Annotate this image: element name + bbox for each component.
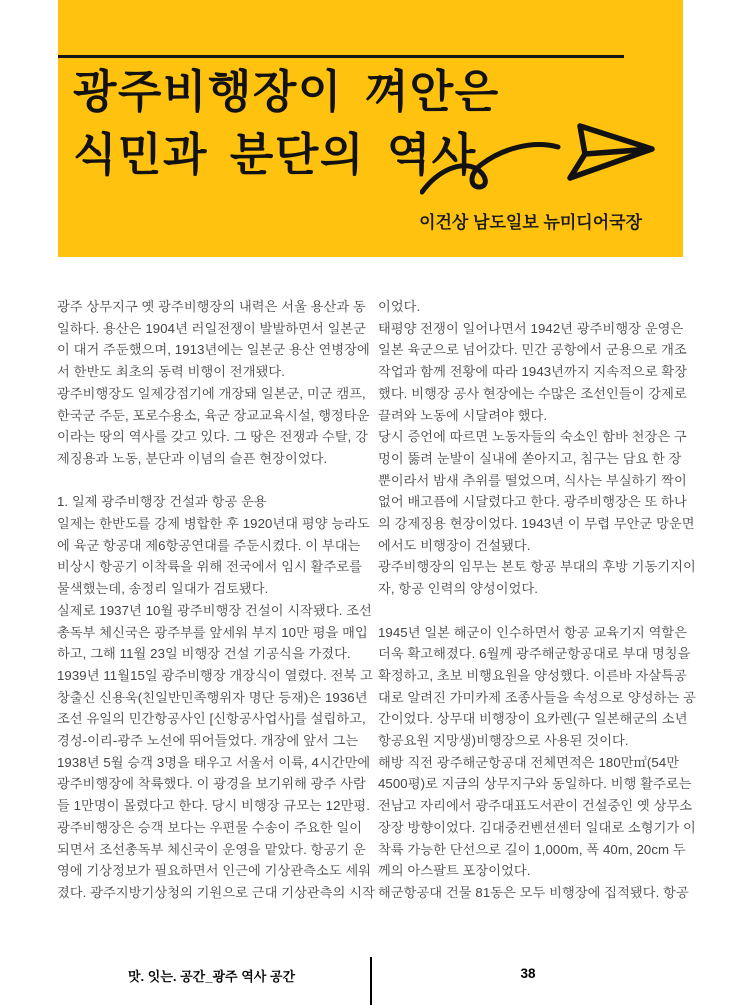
text-line: 1945년 일본 해군이 인수하면서 항공 교육기지 역할은	[378, 624, 688, 640]
text-line: 비상시 항공기 이착륙을 위해 전국에서 임시 활주로를	[57, 559, 363, 575]
text-line: 조선 유일의 민간항공사인 [신항공사업사]를 설립하고,	[57, 711, 366, 727]
text-line: 해방 직전 광주해군항공대 전체면적은 180만㎡(54만	[378, 754, 680, 770]
text-line: 해군항공대 건물 81동은 모두 비행장에 집적됐다. 항공	[378, 884, 689, 900]
text-line: 4500평)로 지금의 상무지구와 동일하다. 비행 활주로는	[378, 776, 692, 792]
text-line: 일본 육군으로 넘어갔다. 민간 공항에서 군용으로 개조	[378, 342, 687, 358]
text-line: 광주비행장의 임무는 본토 항공 부대의 후방 기동기지이	[378, 559, 696, 575]
paper-plane-icon	[570, 126, 652, 178]
text-line: 하고, 그해 11월 23일 비행장 건설 기공식을 가졌다.	[57, 646, 351, 662]
text-line: 에 육군 항공대 제6항공연대를 주둔시켰다. 이 부대는	[57, 537, 361, 553]
article-header	[58, 0, 683, 257]
text-line: 들 1만명이 몰렸다고 한다. 당시 비행장 규모는 12만평.	[57, 798, 370, 814]
text-line: 장장 방향이었다. 김대중컨벤션센터 일대로 소형기가 이	[378, 819, 696, 835]
text-line: 자, 항공 인력의 양성이었다.	[378, 581, 539, 597]
text-line: 이라는 땅의 역사를 갖고 있다. 그 땅은 전쟁과 수탈, 강	[57, 429, 369, 445]
text-line: 광주비행장은 승객 보다는 우편물 수송이 주요한 일이	[57, 819, 363, 835]
text-line: 태평양 전쟁이 일어나면서 1942년 광주비행장 운영은	[378, 320, 684, 336]
text-line: 대로 알려진 가미카제 조종사들을 속성으로 양성하는 공	[378, 689, 696, 705]
text-line: 되면서 조선총독부 체신국이 운영을 맡았다. 항공기 운	[57, 841, 366, 857]
text-line: 더욱 확고해졌다. 6월께 광주해군항공대로 부대 명칭을	[378, 646, 691, 662]
text-line: 1938년 5월 승객 3명을 태우고 서울서 이륙, 4시간만에	[57, 754, 371, 770]
text-line: 한국군 주둔, 포로수용소, 육군 장교교육시설, 행정타운	[57, 407, 370, 423]
article-title-line2: 식민과 분단의 역사	[73, 129, 477, 180]
text-line: 전남고 자리에서 광주대표도서관이 건설중인 옛 상무소	[378, 798, 693, 814]
text-line: 졌다. 광주지방기상청의 기원으로 근대 기상관측의 시작	[57, 884, 375, 900]
text-line: 창출신 신용욱(친일반민족행위자 명단 등재)은 1936년	[57, 689, 368, 705]
text-line: 제징용과 노동, 분단과 이념의 슬픈 현장이었다.	[57, 450, 328, 466]
text-line: 했다. 비행장 공사 현장에는 수많은 조선인들이 강제로	[378, 385, 687, 401]
text-line: 영에 기상정보가 필요하면서 인근에 기상관측소도 세워	[57, 863, 372, 879]
text-line: 광주 상무지구 옛 광주비행장의 내력은 서울 용산과 동	[57, 299, 366, 314]
text-line: 끌려와 노동에 시달려야 했다.	[378, 407, 548, 423]
swirl-line-icon	[422, 145, 558, 192]
text-line: 간이었다. 상무대 비행장이 요카렌(구 일본해군의 소년	[378, 711, 688, 727]
text-line	[57, 470, 364, 492]
text-line: 작업과 함께 전황에 따라 1943년까지 지속적으로 확장	[378, 364, 688, 380]
text-line: 없어 배고픔에 시달렸다고 한다. 광주비행장은 또 하나	[378, 494, 687, 510]
text-line: 에서도 비행장이 건설됐다.	[378, 537, 531, 553]
text-line: 이 대거 주둔했으며, 1913년에는 일본군 용산 연병장에	[57, 342, 370, 358]
article-column-left	[57, 296, 375, 904]
text-line: 총독부 체신국은 광주부를 앞세워 부지 10만 평을 매입	[57, 624, 368, 640]
text-line: 항공요원 지망생)비행장으로 사용된 것이다.	[378, 733, 629, 749]
paper-plane-doodle	[420, 116, 660, 201]
footer-divider	[370, 957, 372, 1005]
text-line: 당시 증언에 따르면 노동자들의 숙소인 함바 천장은 구	[378, 429, 687, 445]
text-line: 착륙 가능한 단선으로 길이 1,000m, 폭 40m, 20cm 두	[378, 841, 686, 857]
text-line: 이었다.	[378, 299, 421, 314]
text-line: 물색했는데, 송정리 일대가 검토됐다.	[57, 581, 269, 597]
text-line: 일하다. 용산은 1904년 러일전쟁이 발발하면서 일본군	[57, 320, 367, 336]
text-line: 의 강제징용 현장이었다. 1943년 이 무렵 무안군 망운면	[378, 516, 695, 532]
header-rule	[58, 55, 624, 58]
text-line: 서 한반도 최초의 동력 비행이 전개됐다.	[57, 364, 286, 380]
text-line: 실제로 1937년 10월 광주비행장 건설이 시작됐다. 조선	[57, 602, 372, 618]
footer-section-label: 맛. 잇는. 공간_광주 역사 공간	[128, 969, 296, 984]
text-line: 멍이 뚫려 눈발이 실내에 쏟아지고, 침구는 담요 한 장	[378, 450, 682, 466]
author-byline: 이건상 남도일보 뉴미디어국장	[419, 213, 642, 232]
text-line: 일제는 한반도를 강제 병합한 후 1920년대 평양 능라도	[57, 516, 370, 532]
article-title-line1: 광주비행장이 껴안은	[73, 66, 500, 117]
page-number: 38	[520, 966, 536, 981]
text-line: 1939년 11월15일 광주비행장 개장식이 열렸다. 전북 고	[57, 667, 373, 683]
text-line: 뿐이라서 밤새 추위를 떨었으며, 식사는 부실하기 짝이	[378, 472, 687, 488]
text-line: 1. 일제 광주비행장 건설과 항공 운용	[57, 494, 267, 510]
text-line: 께의 아스팔트 포장이었다.	[378, 863, 531, 879]
article-column-right	[378, 296, 696, 904]
text-line: 광주비행장도 일제강점기에 개장돼 일본군, 미군 캠프,	[57, 385, 366, 401]
text-line: 광주비행장에 착륙했다. 이 광경을 보기위해 광주 사람	[57, 776, 366, 792]
text-line	[378, 600, 686, 622]
text-line: 경성-이리-광주 노선에 뛰어들었다. 개장에 앞서 그는	[57, 733, 359, 749]
text-line: 확정하고, 초보 비행요원을 양성했다. 이른바 자살특공	[378, 667, 687, 683]
